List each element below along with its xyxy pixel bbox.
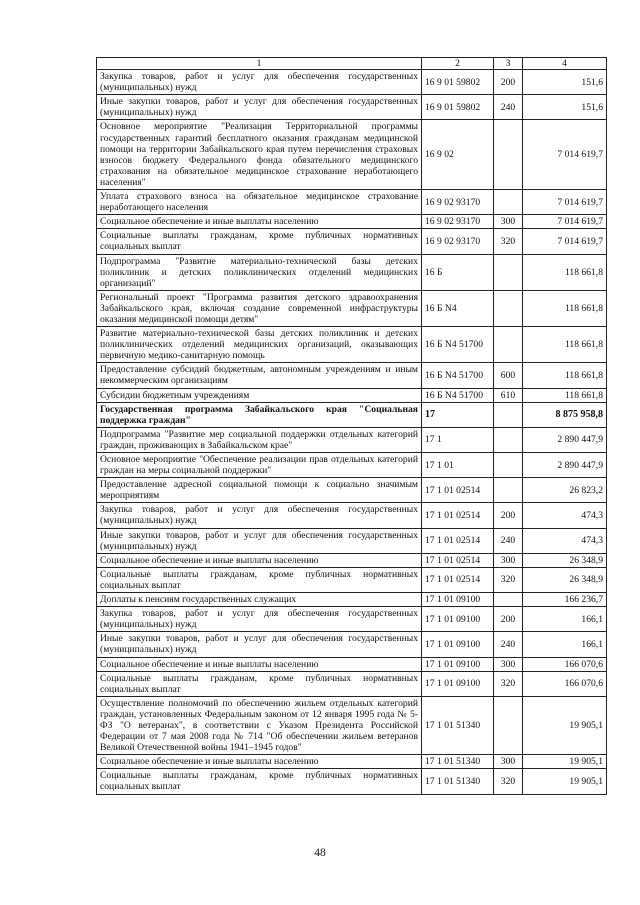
row-expense-type-cell: 320 bbox=[494, 229, 523, 254]
row-code-cell: 16 Б N4 51700 bbox=[422, 388, 494, 402]
row-sum-cell: 2 890 447,9 bbox=[523, 453, 607, 478]
row-expense-type-cell: 200 bbox=[494, 607, 523, 632]
row-expense-type-cell: 240 bbox=[494, 632, 523, 657]
row-name-cell: Региональный проект "Программа развития детского здравоохранения Забайкальского края, включая создание современной инфраструктуры оказания медицинской помощи детям" bbox=[97, 290, 422, 326]
row-sum-cell: 166 070,6 bbox=[523, 671, 607, 696]
row-expense-type-cell: 600 bbox=[494, 363, 523, 388]
row-name-cell: Уплата страхового взноса на обязательное медицинское страхование неработающего населения bbox=[97, 190, 422, 215]
row-code-cell: 17 1 01 02514 bbox=[422, 567, 494, 592]
row-code-cell: 17 1 bbox=[422, 427, 494, 452]
budget-table bbox=[96, 57, 607, 795]
page-number: 48 bbox=[314, 847, 326, 859]
row-expense-type-cell bbox=[494, 290, 523, 326]
row-sum-cell: 26 348,9 bbox=[523, 553, 607, 567]
table-row bbox=[97, 215, 607, 229]
table-row bbox=[97, 190, 607, 215]
table-row bbox=[97, 453, 607, 478]
row-code-cell: 17 1 01 51340 bbox=[422, 755, 494, 769]
row-code-cell: 17 1 01 02514 bbox=[422, 503, 494, 528]
row-expense-type-cell: 240 bbox=[494, 95, 523, 120]
table-row bbox=[97, 593, 607, 607]
row-sum-cell: 7 014 619,7 bbox=[523, 229, 607, 254]
row-code-cell: 16 9 02 93170 bbox=[422, 215, 494, 229]
row-code-cell: 17 1 01 51340 bbox=[422, 696, 494, 754]
table-row bbox=[97, 553, 607, 567]
row-code-cell: 17 1 01 09100 bbox=[422, 671, 494, 696]
table-row bbox=[97, 528, 607, 553]
row-expense-type-cell bbox=[494, 478, 523, 503]
row-name-cell: Социальные выплаты гражданам, кроме публичных нормативных социальных выплат bbox=[97, 671, 422, 696]
table-row bbox=[97, 632, 607, 657]
row-expense-type-cell bbox=[494, 327, 523, 363]
row-name-cell: Иные закупки товаров, работ и услуг для обеспечения государственных (муниципальных) нужд bbox=[97, 632, 422, 657]
table-body bbox=[97, 70, 607, 794]
row-expense-type-cell bbox=[494, 120, 523, 190]
row-expense-type-cell: 300 bbox=[494, 755, 523, 769]
row-name-cell: Государственная программа Забайкальского края "Социальная поддержка граждан" bbox=[97, 402, 422, 427]
row-name-cell: Закупка товаров, работ и услуг для обеспечения государственных (муниципальных) нужд bbox=[97, 503, 422, 528]
row-expense-type-cell: 300 bbox=[494, 657, 523, 671]
row-expense-type-cell: 200 bbox=[494, 503, 523, 528]
row-sum-cell: 118 661,8 bbox=[523, 327, 607, 363]
table-row bbox=[97, 769, 607, 794]
row-expense-type-cell bbox=[494, 593, 523, 607]
row-sum-cell: 118 661,8 bbox=[523, 290, 607, 326]
row-sum-cell: 474,3 bbox=[523, 528, 607, 553]
row-code-cell: 17 1 01 09100 bbox=[422, 607, 494, 632]
table-row bbox=[97, 388, 607, 402]
row-name-cell: Осуществление полномочий по обеспечению жильем отдельных категорий граждан, установленных Федеральным законом от 12 января 1995 года № 5-ФЗ "О ветеранах", в соответствии с Указом Президента Российской Федерации от 7 мая 2008 года № 714 "Об обеспечении жильем ветеранов Великой Отечественной войны 1941–1945 годов" bbox=[97, 696, 422, 754]
table-row bbox=[97, 120, 607, 190]
table-row bbox=[97, 503, 607, 528]
row-name-cell: Предоставление адресной социальной помощи к социально значимым мероприятиям bbox=[97, 478, 422, 503]
table-row bbox=[97, 696, 607, 754]
row-name-cell: Доплаты к пенсиям государственных служащих bbox=[97, 593, 422, 607]
row-sum-cell: 166 236,7 bbox=[523, 593, 607, 607]
row-sum-cell: 474,3 bbox=[523, 503, 607, 528]
row-name-cell: Подпрограмма "Развитие материально-технической базы детских поликлиник и детских поликлинических отделений медицинских организаций" bbox=[97, 254, 422, 290]
row-code-cell: 16 9 01 59802 bbox=[422, 70, 494, 95]
row-sum-cell: 19 905,1 bbox=[523, 755, 607, 769]
row-sum-cell: 118 661,8 bbox=[523, 388, 607, 402]
row-expense-type-cell: 320 bbox=[494, 769, 523, 794]
row-name-cell: Социальные выплаты гражданам, кроме публичных нормативных социальных выплат bbox=[97, 567, 422, 592]
row-expense-type-cell bbox=[494, 254, 523, 290]
table-row bbox=[97, 607, 607, 632]
row-code-cell: 17 1 01 09100 bbox=[422, 657, 494, 671]
row-code-cell: 16 Б bbox=[422, 254, 494, 290]
row-code-cell: 17 1 01 02514 bbox=[422, 528, 494, 553]
table-row bbox=[97, 254, 607, 290]
row-name-cell: Социальное обеспечение и иные выплаты населению bbox=[97, 755, 422, 769]
row-expense-type-cell: 300 bbox=[494, 553, 523, 567]
row-name-cell: Социальное обеспечение и иные выплаты населению bbox=[97, 215, 422, 229]
row-expense-type-cell bbox=[494, 402, 523, 427]
row-sum-cell: 166,1 bbox=[523, 632, 607, 657]
row-expense-type-cell bbox=[494, 190, 523, 215]
row-expense-type-cell: 200 bbox=[494, 70, 523, 95]
row-sum-cell: 19 905,1 bbox=[523, 769, 607, 794]
row-name-cell: Закупка товаров, работ и услуг для обеспечения государственных (муниципальных) нужд bbox=[97, 70, 422, 95]
row-expense-type-cell: 610 bbox=[494, 388, 523, 402]
table-row bbox=[97, 363, 607, 388]
table-row bbox=[97, 478, 607, 503]
header-col-expense-type: 3 bbox=[494, 58, 523, 70]
row-expense-type-cell bbox=[494, 453, 523, 478]
row-expense-type-cell bbox=[494, 696, 523, 754]
table-row bbox=[97, 70, 607, 95]
row-name-cell: Иные закупки товаров, работ и услуг для обеспечения государственных (муниципальных) нужд bbox=[97, 95, 422, 120]
row-name-cell: Социальные выплаты гражданам, кроме публичных нормативных социальных выплат bbox=[97, 769, 422, 794]
row-code-cell: 17 1 01 09100 bbox=[422, 632, 494, 657]
table-row bbox=[97, 755, 607, 769]
row-code-cell: 16 9 01 59802 bbox=[422, 95, 494, 120]
row-name-cell: Социальное обеспечение и иные выплаты населению bbox=[97, 553, 422, 567]
row-sum-cell: 7 014 619,7 bbox=[523, 190, 607, 215]
row-sum-cell: 26 348,9 bbox=[523, 567, 607, 592]
table-row bbox=[97, 671, 607, 696]
row-code-cell: 16 Б N4 bbox=[422, 290, 494, 326]
row-sum-cell: 2 890 447,9 bbox=[523, 427, 607, 452]
row-sum-cell: 7 014 619,7 bbox=[523, 120, 607, 190]
row-name-cell: Закупка товаров, работ и услуг для обеспечения государственных (муниципальных) нужд bbox=[97, 607, 422, 632]
row-code-cell: 17 1 01 bbox=[422, 453, 494, 478]
table-row bbox=[97, 229, 607, 254]
row-sum-cell: 118 661,8 bbox=[523, 254, 607, 290]
row-expense-type-cell bbox=[494, 427, 523, 452]
row-code-cell: 16 Б N4 51700 bbox=[422, 327, 494, 363]
row-sum-cell: 7 014 619,7 bbox=[523, 215, 607, 229]
row-expense-type-cell: 240 bbox=[494, 528, 523, 553]
row-sum-cell: 26 823,2 bbox=[523, 478, 607, 503]
row-code-cell: 17 1 01 51340 bbox=[422, 769, 494, 794]
row-sum-cell: 8 875 958,8 bbox=[523, 402, 607, 427]
row-sum-cell: 19 905,1 bbox=[523, 696, 607, 754]
row-sum-cell: 166,1 bbox=[523, 607, 607, 632]
row-code-cell: 17 1 01 02514 bbox=[422, 478, 494, 503]
table-row bbox=[97, 327, 607, 363]
row-code-cell: 16 Б N4 51700 bbox=[422, 363, 494, 388]
row-name-cell: Развитие материально-технической базы детских поликлиник и детских поликлинических отделений медицинских организаций, оказывающих первичную медико-санитарную помощь bbox=[97, 327, 422, 363]
row-sum-cell: 166 070,6 bbox=[523, 657, 607, 671]
row-name-cell: Субсидии бюджетным учреждениям bbox=[97, 388, 422, 402]
row-code-cell: 16 9 02 93170 bbox=[422, 229, 494, 254]
row-code-cell: 17 1 01 02514 bbox=[422, 553, 494, 567]
row-code-cell: 16 9 02 bbox=[422, 120, 494, 190]
row-name-cell: Предоставление субсидий бюджетным, автономным учреждениям и иным некоммерческим организациям bbox=[97, 363, 422, 388]
row-code-cell: 17 1 01 09100 bbox=[422, 593, 494, 607]
row-name-cell: Социальное обеспечение и иные выплаты населению bbox=[97, 657, 422, 671]
row-name-cell: Социальные выплаты гражданам, кроме публичных нормативных социальных выплат bbox=[97, 229, 422, 254]
table-row bbox=[97, 402, 607, 427]
row-name-cell: Иные закупки товаров, работ и услуг для обеспечения государственных (муниципальных) нужд bbox=[97, 528, 422, 553]
header-col-sum: 4 bbox=[523, 58, 607, 70]
row-name-cell: Подпрограмма "Развитие мер социальной поддержки отдельных категорий граждан, проживающих в Забайкальском крае" bbox=[97, 427, 422, 452]
row-code-cell: 17 bbox=[422, 402, 494, 427]
row-expense-type-cell: 320 bbox=[494, 671, 523, 696]
header-col-name: 1 bbox=[97, 58, 422, 70]
table-row bbox=[97, 95, 607, 120]
table-header-row bbox=[97, 58, 607, 70]
table-row bbox=[97, 567, 607, 592]
header-col-code: 2 bbox=[422, 58, 494, 70]
row-sum-cell: 151,6 bbox=[523, 70, 607, 95]
row-sum-cell: 118 661,8 bbox=[523, 363, 607, 388]
row-code-cell: 16 9 02 93170 bbox=[422, 190, 494, 215]
table-row bbox=[97, 657, 607, 671]
row-sum-cell: 151,6 bbox=[523, 95, 607, 120]
row-name-cell: Основное мероприятие "Обеспечение реализации прав отдельных категорий граждан на меры социальной поддержки" bbox=[97, 453, 422, 478]
row-name-cell: Основное мероприятие "Реализация Территориальной программы государственных гарантий бесплатного оказания гражданам медицинской помощи на территории Забайкальского края путем перечисления страховых взносов бюджету Федерального фонда обязательного медицинского страхования на обязательное медицинское страхование неработающего населения" bbox=[97, 120, 422, 190]
table-row bbox=[97, 290, 607, 326]
row-expense-type-cell: 300 bbox=[494, 215, 523, 229]
row-expense-type-cell: 320 bbox=[494, 567, 523, 592]
table-row bbox=[97, 427, 607, 452]
